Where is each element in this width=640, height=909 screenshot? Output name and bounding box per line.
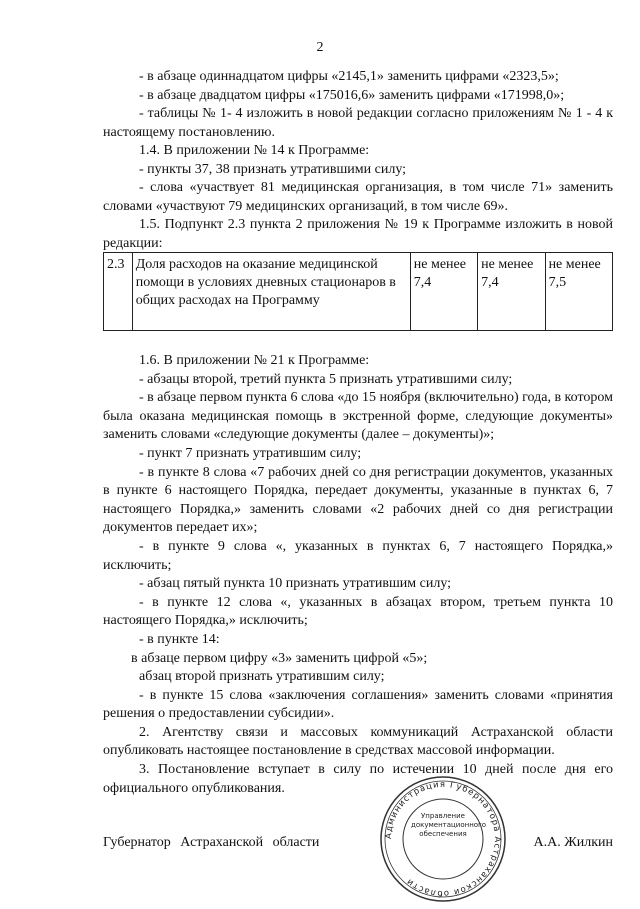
paragraph: - абзац пятый пункта 10 признать утратившим силу;: [139, 576, 452, 592]
paragraph: - в пункте 9 слова «, указанных в пунктах 6, 7 настоящего Порядка,» исключить;: [103, 538, 613, 573]
table-cell-value: не менее 7,4: [478, 253, 545, 331]
paragraph: - таблицы № 1- 4 изложить в новой редакции согласно приложениям № 1 - 4 к настоящему постановлению.: [103, 106, 613, 140]
paragraph: - в пункте 8 слова «7 рабочих дней со дня регистрации документов, указанных в пункте 6 настоящего Порядка, передает документы, указанные в пунктах 6, 7 настоящего Порядка,» заменить словами «2 рабочих дней со дня регистрации документов передает их»;: [103, 464, 613, 536]
table-cell-number: 2.3: [104, 253, 133, 331]
paragraph: - в абзаце одиннадцатом цифры «2145,1» заменить цифрами «2323,5»;: [139, 69, 559, 84]
paragraph: - в пункте 14:: [139, 631, 220, 647]
paragraph: - в пункте 15 слова «заключения соглашения» заменить словами «принятия решения о предоставлении субсидии».: [103, 687, 613, 722]
inserted-table: [103, 252, 613, 331]
svg-text:Администрация Губернатора Астр: [384, 780, 502, 898]
stamp-seal-icon: [378, 774, 508, 904]
paragraph: - пункт 7 признать утратившим силу;: [139, 445, 362, 461]
paragraph: - пункты 37, 38 признать утратившими силу;: [139, 161, 407, 177]
signatory-position: Губернатор Астраханской области: [103, 835, 320, 850]
table-cell-value: не менее 7,5: [545, 253, 612, 331]
stamp-ring-text: Администрация Губернатора Астраханской области: [383, 779, 503, 899]
paragraph: - в абзаце первом пункта 6 слова «до 15 ноября (включительно) года, в котором была оказана медицинская помощь в экстренной форме, следующие документы» заменить словами «следующие документы (далее – документы)»;: [103, 390, 613, 443]
stamp-inner-text: Управление документационного обеспечения: [411, 812, 487, 838]
paragraph: - в абзаце двадцатом цифры «175016,6» заменить цифрами «171998,0»;: [139, 87, 565, 103]
page-number: 2: [316, 40, 324, 55]
paragraph: 2. Агентству связи и массовых коммуникаций Астраханской области опубликовать настоящее постановление в средствах массовой информации.: [103, 724, 613, 759]
table-row: [104, 253, 613, 331]
table-cell-value: не менее 7,4: [410, 253, 477, 331]
signatory-name: А.А. Жилкин: [533, 835, 613, 850]
paragraph: - слова «участвует 81 медицинская организация, в том числе 71» заменить словами «участвуют 79 медицинских организаций, в том числе 69».: [103, 180, 613, 214]
document-body-top: [103, 68, 613, 253]
table-cell-text: Доля расходов на оказание медицинской помощи в условиях дневных стационаров в общих расходах на Программу: [132, 253, 410, 331]
document-body-bottom: [103, 352, 613, 798]
paragraph: в абзаце первом цифру «3» заменить цифрой «5»;: [131, 650, 428, 666]
paragraph: - абзацы второй, третий пункта 5 признать утратившими силу;: [139, 371, 513, 387]
paragraph: - в пункте 12 слова «, указанных в абзацах втором, третьем пункта 10 настоящего Порядка,» исключить;: [103, 594, 613, 629]
paragraph: абзац второй признать утратившим силу;: [139, 669, 385, 685]
paragraph: 1.5. Подпункт 2.3 пункта 2 приложения № 19 к Программе изложить в новой редакции:: [103, 217, 613, 251]
paragraph: 1.4. В приложении № 14 к Программе:: [139, 143, 370, 158]
official-stamp: [378, 774, 508, 904]
paragraph: 3. Постановление вступает в силу по истечении 10 дней после дня его официального опубликования.: [103, 762, 613, 796]
paragraph: 1.6. В приложении № 21 к Программе:: [139, 353, 370, 368]
